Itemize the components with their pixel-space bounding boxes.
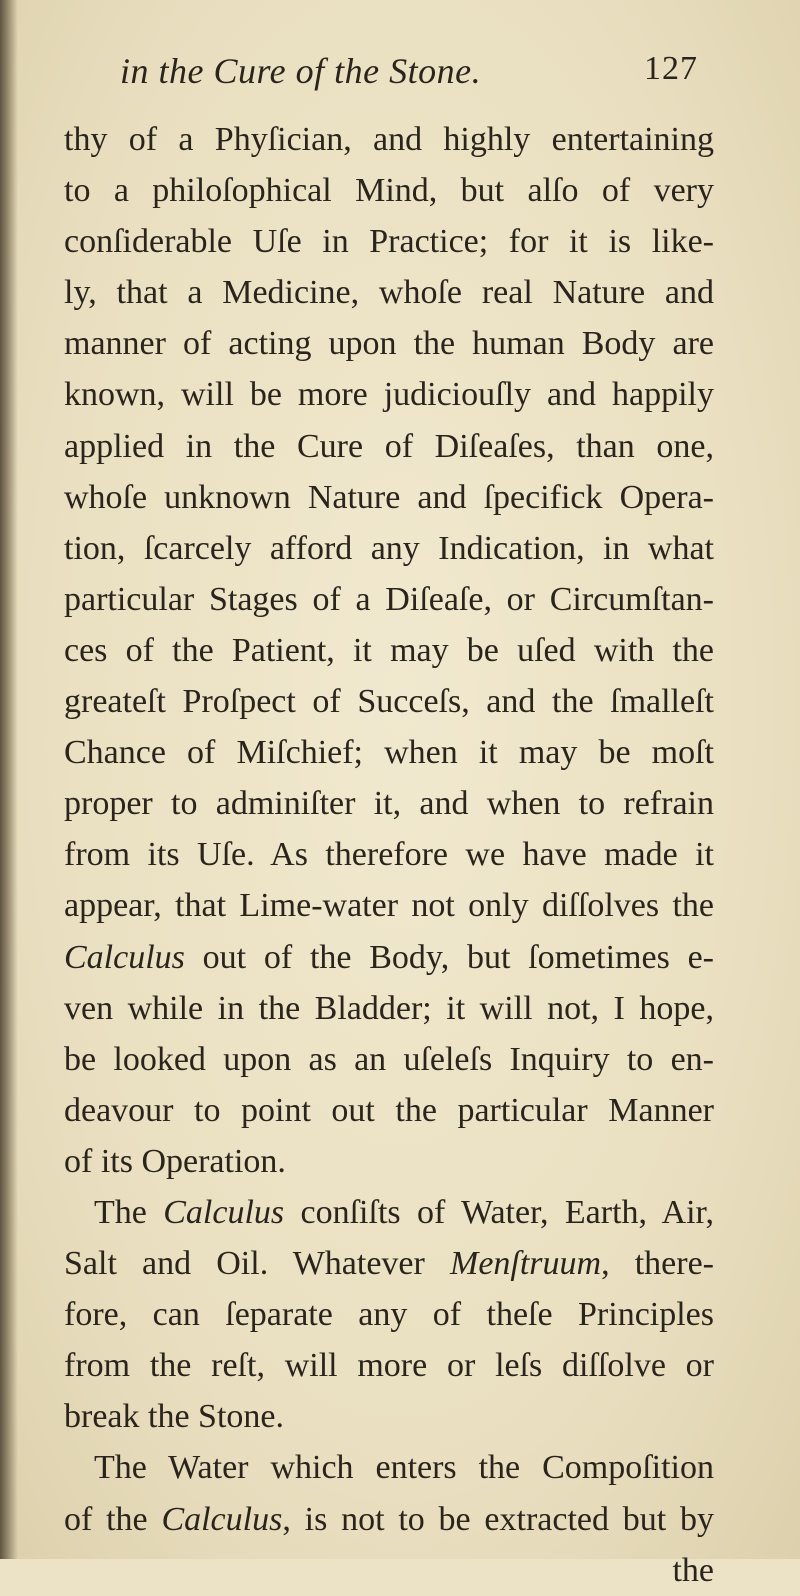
text-run: Salt and Oil. Whatever — [64, 1245, 450, 1283]
text-line: greateſt Proſpect of Succeſs, and the ſmalleſt — [64, 683, 714, 721]
text-line: conſiderable Uſe in Practice; for it is like- — [64, 223, 714, 261]
text-line: ven while in the Bladder; it will not, I hope, — [64, 989, 714, 1027]
text-line — [64, 932, 714, 983]
paragraph-first-line — [64, 1187, 714, 1238]
body-text — [64, 114, 714, 1596]
text-line: applied in the Cure of Diſeaſes, than one, — [64, 427, 714, 465]
text-line: to a philoſophical Mind, but alſo of very — [64, 172, 714, 210]
text-run: , is not to be extracted but by — [282, 1500, 715, 1538]
text-line: proper to adminiſter it, and when to refrain — [64, 785, 714, 823]
text-line: manner of acting upon the human Body are — [64, 325, 714, 363]
text-line — [64, 1238, 714, 1289]
italic-term: Calculus — [64, 938, 185, 976]
text-run: of the — [64, 1500, 162, 1538]
italic-term: Calculus — [163, 1193, 285, 1231]
text-line: tion, ſcarcely afford any Indication, in what — [64, 529, 714, 567]
page-number: 127 — [644, 50, 698, 87]
text-line: known, will be more judiciouſly and happily — [64, 376, 714, 414]
text-line: thy of a Phyſician, and highly entertaining — [64, 121, 714, 158]
text-line: from its Uſe. As therefore we have made it — [64, 836, 714, 874]
text-run: out of the Body, but ſometimes e- — [184, 938, 714, 976]
text-line: ly, that a Medicine, whoſe real Nature and — [64, 274, 714, 312]
page-header — [120, 48, 700, 106]
running-head: in the Cure of the Stone. — [120, 51, 482, 91]
text-line: Chance of Miſchief; when it may be moſt — [64, 734, 714, 772]
text-line: fore, can ſeparate any of theſe Principles — [64, 1296, 714, 1334]
text-run: conſiſts of Water, Earth, Air, — [284, 1193, 714, 1231]
text-line: whoſe unknown Nature and ſpecifick Opera- — [64, 478, 714, 516]
text-run: , there- — [601, 1245, 715, 1283]
paragraph-first-line: The Water which enters the Compoſition — [94, 1449, 714, 1487]
italic-term: Calculus — [161, 1500, 283, 1538]
text-line: deavour to point out the particular Manner — [64, 1091, 714, 1129]
text-line: be looked upon as an uſeleſs Inquiry to en- — [64, 1040, 714, 1078]
text-run: The — [94, 1193, 164, 1231]
text-line: particular Stages of a Diſeaſe, or Circumſtan- — [64, 580, 714, 618]
binding-gutter-shadow — [0, 0, 18, 1559]
text-line: appear, that Lime-water not only diſſolves the — [64, 887, 714, 925]
catchword: the — [672, 1551, 714, 1589]
text-line: ces of the Patient, it may be uſed with the — [64, 631, 714, 669]
italic-term: Menſtruum — [450, 1245, 602, 1283]
text-line: of its Operation. — [64, 1142, 286, 1180]
text-line: break the Stone. — [64, 1398, 284, 1436]
text-line: from the reſt, will more or leſs diſſolve or — [64, 1347, 714, 1385]
text-line — [64, 1494, 714, 1545]
